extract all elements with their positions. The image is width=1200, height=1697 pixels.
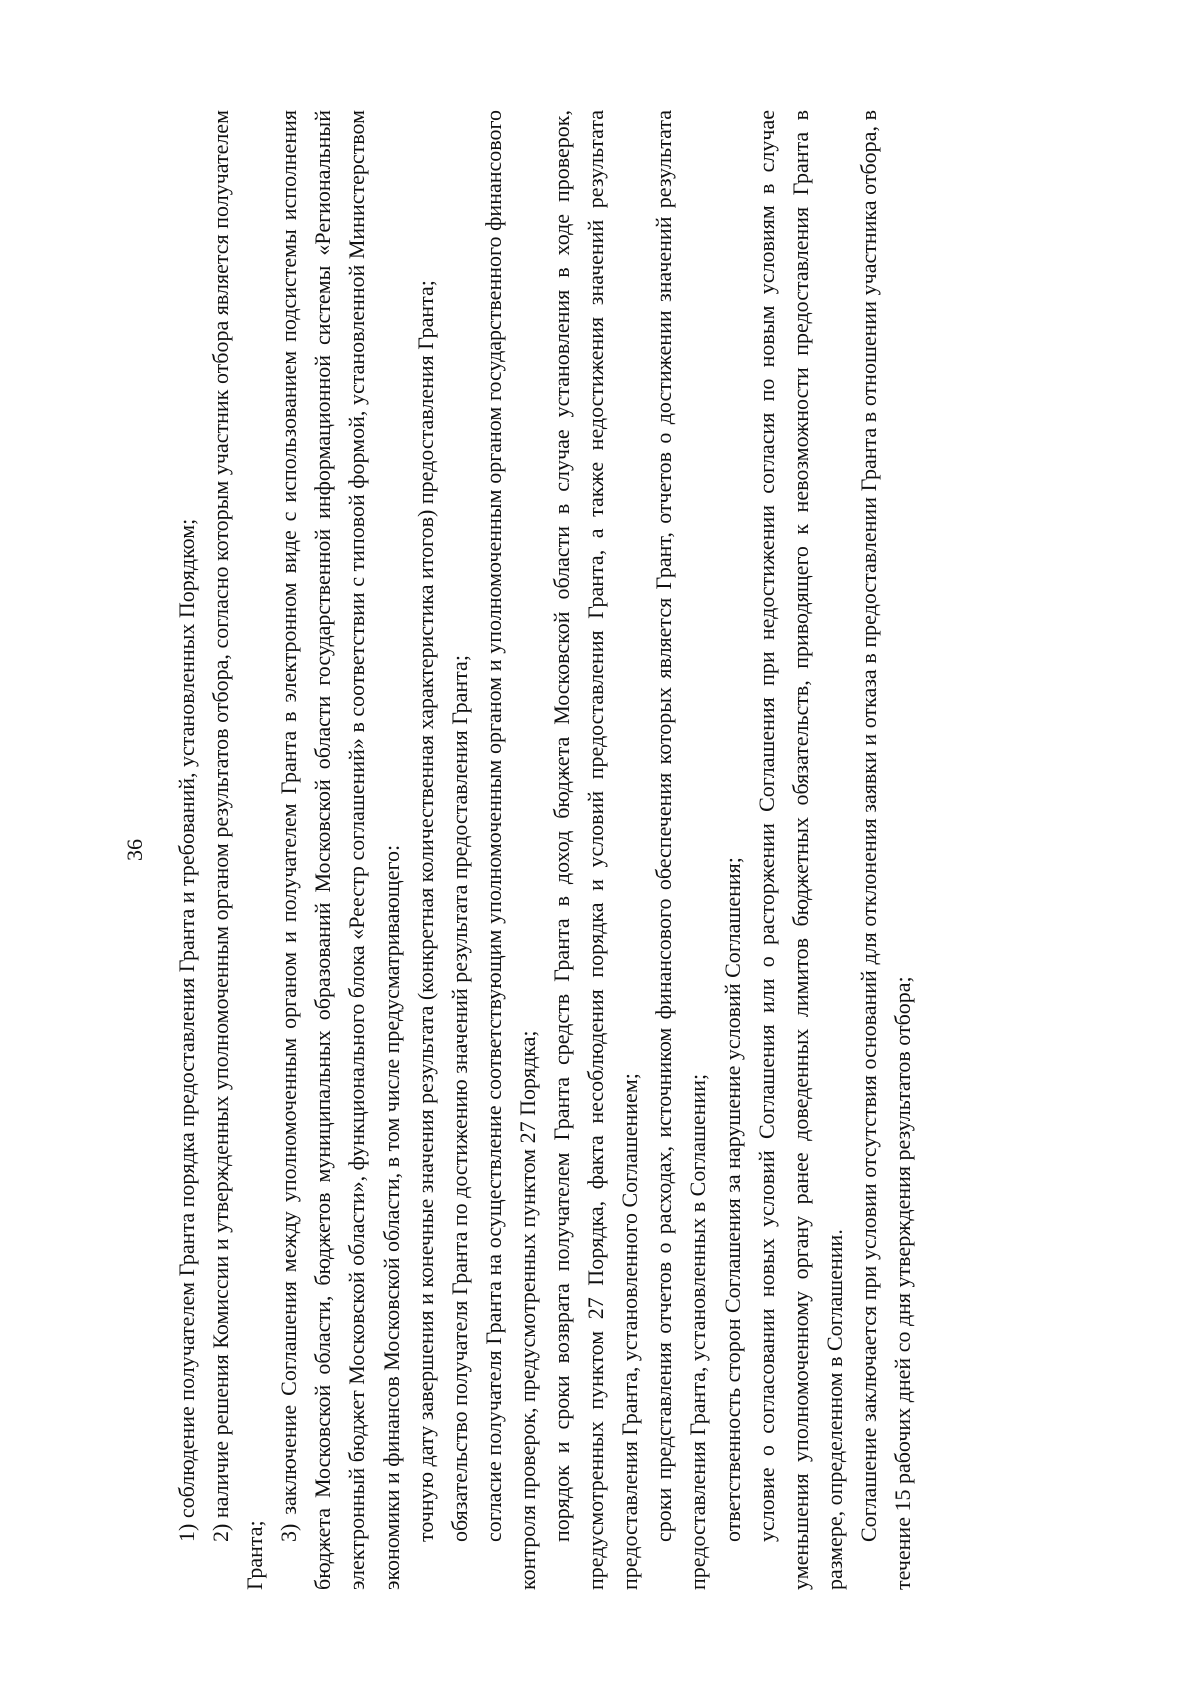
paragraph-agreement-conclusion: Соглашение заключается при условии отсутствия оснований для отклонения заявки и отказа в предоставлении Гранта в отношении участника отбора, в течение 15 рабочих дней со дня утверждения результатов отбора;: [855, 110, 915, 1590]
paragraph-consent: согласие получателя Гранта на осуществление соответствующим уполномоченным органом и уполномоченным органом государственного финансового контроля проверок, предусмотренных пунктом 27 Порядка;: [480, 110, 540, 1590]
paragraph-condition-1: 1) соблюдение получателем Гранта порядка предоставления Гранта и требований, установленных Порядком;: [174, 518, 199, 1542]
paragraph-obligation: обязательство получателя Гранта по достижению значений результата предоставления Гранта;: [446, 655, 472, 1542]
paragraph-new-conditions: условие о согласовании новых условий Соглашения или о расторжении Соглашения при недостижении согласия по новым условиям в случае уменьшения уполномоченному органу ранее доведенных лимитов бюджетных обязательств, приводящего к невозможности предоставления Гранта в размере, определенном в Соглашении.: [753, 110, 847, 1590]
page-number: 36: [122, 839, 147, 861]
paragraph-condition-3: 3) заключение Соглашения между уполномоченным органом и получателем Гранта в электронном виде с использованием подсистемы исполнения бюджета Московской области, бюджетов муниципальных образований Московской области государственной информационной системы «Региональный электронный бюджет Московской области», функционального блока «Реестр соглашений» в соответствии с типовой формой, установленной Министерством экономики и финансов Московской области, в том числе предусматривающего:: [276, 110, 404, 1590]
rotated-page: [120, 110, 1140, 1590]
document-body: [170, 110, 920, 1590]
paragraph-refund-procedure: порядок и сроки возврата получателем Гранта средств Гранта в доход бюджета Московской области в случае установления в ходе проверок, предусмотренных пунктом 27 Порядка, факта несоблюдения порядка и условий предоставления Гранта, а также недостижения значений результата предоставления Гранта, установленного Соглашением;: [549, 110, 643, 1590]
paragraph-condition-2: 2) наличие решения Комиссии и утвержденных уполномоченным органом результатов отбора, согласно которым участник отбора является получателем Гранта;: [208, 110, 268, 1590]
paragraph-report-deadlines: сроки представления отчетов о расходах, источником финансового обеспечения которых является Грант, отчетов о достижении значений результата предоставления Гранта, установленных в Соглашении;: [651, 110, 711, 1590]
paragraph-completion-date: точную дату завершения и конечные значения результата (конкретная количественная характеристика итогов) предоставления Гранта;: [412, 280, 438, 1542]
paragraph-liability: ответственность сторон Соглашения за нарушение условий Соглашения;: [719, 857, 745, 1542]
